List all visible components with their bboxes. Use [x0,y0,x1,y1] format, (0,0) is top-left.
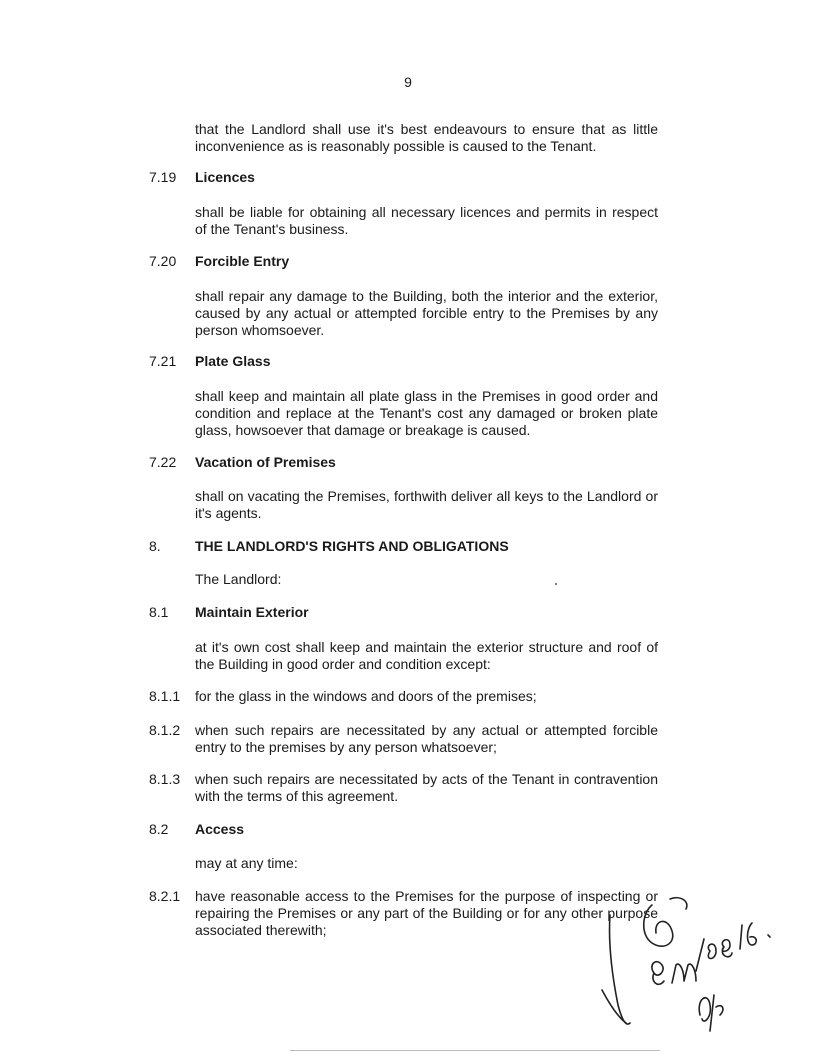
clause-text-maintain-exterior: at it's own cost shall keep and maintain the exterior structure and roof of the Building in good order and condition except: [195,639,658,672]
section-heading-landlord-rights: THE LANDLORD'S RIGHTS AND OBLIGATIONS [195,538,509,554]
clause-heading-maintain-exterior: Maintain Exterior [195,604,309,620]
clause-heading-plate-glass: Plate Glass [195,353,271,369]
subclause-text-8-2-1: have reasonable access to the Premises for the purpose of inspecting or repairing the Premises or any part of the Building or for any other purpose associated therewith; [195,888,658,938]
clause-heading-licences: Licences [195,169,255,185]
section-number-8: 8. [149,538,161,554]
subclause-number-8-1-2: 8.1.2 [149,722,181,738]
subclause-number-8-1-3: 8.1.3 [149,771,181,787]
scan-speck [555,583,557,585]
subclause-number-8-2-1: 8.2.1 [149,888,181,904]
subclause-text-8-1-1: for the glass in the windows and doors of the premises; [195,688,537,704]
clause-number-8-2: 8.2 [149,821,169,837]
clause-text-vacation-of-premises: shall on vacating the Premises, forthwith deliver all keys to the Landlord or it's agents. [195,488,658,521]
handwritten-initials-signature-icon [592,895,812,1045]
clause-text-forcible-entry: shall repair any damage to the Building, both the interior and the exterior, caused by any actual or attempted forcible entry to the Premises by any person whomsoever. [195,288,658,338]
clause-heading-access: Access [195,821,245,837]
clause-intro-access: may at any time: [195,855,298,871]
clause-number-7-19: 7.19 [149,169,177,185]
clause-heading-forcible-entry: Forcible Entry [195,253,290,269]
scan-edge-line [290,1050,660,1051]
subclause-number-8-1-1: 8.1.1 [149,688,181,704]
clause-text-plate-glass: shall keep and maintain all plate glass in the Premises in good order and condition and replace at the Tenant's cost any damaged or broken plate glass, howsoever that damage or breakage is caused. [195,388,658,438]
subclause-text-8-1-3: when such repairs are necessitated by acts of the Tenant in contravention with the terms of this agreement. [195,771,658,804]
page-number: 9 [404,74,412,90]
clause-heading-vacation-of-premises: Vacation of Premises [195,454,336,470]
intro-paragraph: that the Landlord shall use it's best endeavours to ensure that as little inconvenience as is reasonably possible is caused to the Tenant. [195,121,658,154]
clause-number-7-22: 7.22 [149,454,177,470]
section-intro-landlord: The Landlord: [195,571,282,587]
clause-number-7-21: 7.21 [149,353,177,369]
clause-number-7-20: 7.20 [149,253,177,269]
clause-text-licences: shall be liable for obtaining all necessary licences and permits in respect of the Tenant's business. [195,204,658,237]
subclause-text-8-1-2: when such repairs are necessitated by any actual or attempted forcible entry to the premises by any person whatsoever; [195,722,658,755]
clause-number-8-1: 8.1 [149,604,169,620]
